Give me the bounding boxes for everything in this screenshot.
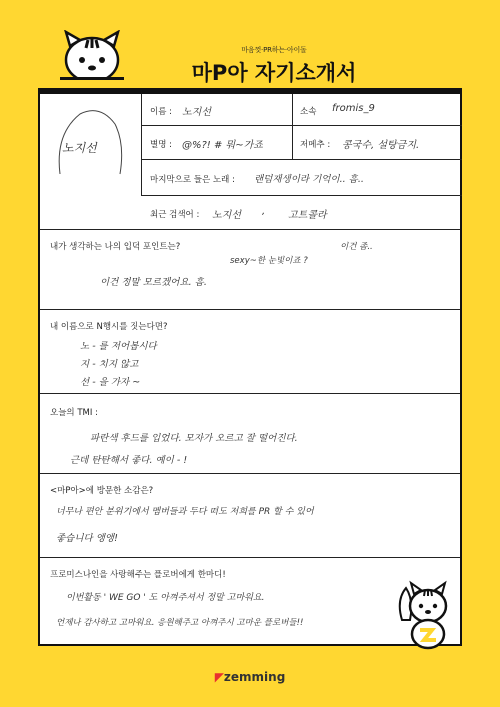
- search-label: 최근 검색어 :: [150, 210, 200, 220]
- tmi-line-2: 근데 탄탄해서 좋다. 예이 - !: [70, 455, 188, 466]
- lastsong-label: 마지막으로 들은 노래 :: [150, 175, 235, 185]
- profile-sheet: [38, 92, 462, 646]
- fans-question: 프로미스나인을 사랑해주는 플로버에게 한마디!: [50, 570, 226, 580]
- visit-line-2: 좋습니다 앵앵!: [56, 533, 118, 544]
- footer-logo-text: zemming: [223, 670, 286, 684]
- row-nickname: [142, 126, 462, 160]
- name-label: 이름 :: [150, 107, 172, 117]
- name-value: 노지선: [182, 107, 211, 118]
- section-tmi: [40, 394, 460, 474]
- tagline-label: 저메추 :: [300, 140, 331, 150]
- section-point: [40, 230, 460, 310]
- row-name: [142, 94, 462, 126]
- tmi-question: 오늘의 TMI :: [50, 408, 98, 418]
- agency-value: fromis_9: [332, 103, 375, 114]
- fans-line-2: 언제나 감사하고 고마워요. 응원해주고 아껴주시 고마운 플로버들!!: [56, 618, 304, 628]
- divider-name: [292, 94, 293, 126]
- visit-question: <마P아>에 방문한 소감은?: [50, 486, 154, 496]
- title-block: [184, 45, 364, 87]
- row-search: [40, 196, 460, 230]
- point-note-side: 이건 좀..: [340, 242, 373, 252]
- search-value-1: 노지선: [212, 210, 241, 221]
- header: [0, 0, 500, 92]
- tagline-value: 콩국수, 설탕금지.: [342, 140, 420, 151]
- visit-line-1: 너무나 편안 분위기에서 멤버들과 두다 떠도 저희를 PR 할 수 있어: [56, 507, 314, 517]
- row-lastsong: [142, 160, 462, 196]
- section-acrostic: [40, 310, 460, 394]
- acrostic-line-3: 선 - 을 가자 ~: [80, 377, 141, 388]
- section-visit: [40, 474, 460, 558]
- search-separator: ,: [262, 206, 266, 217]
- page-title: [184, 57, 364, 87]
- profile-photo: [40, 94, 142, 196]
- divider-nickname: [292, 126, 293, 160]
- title-text: 자기소개서: [254, 61, 357, 85]
- nickname-value: @%?! # 뭐~가죠: [182, 140, 263, 151]
- brand-name: 마P아: [191, 61, 248, 85]
- acrostic-question: 내 이름으로 N행시를 짓는다면?: [50, 322, 168, 332]
- fans-line-1: 이번활동 ' WE GO ' 도 아껴주셔서 정말 고마워요.: [66, 593, 265, 603]
- search-value-2: 고트콜라: [288, 210, 327, 221]
- squirrel-mascot-icon: [60, 30, 124, 80]
- acrostic-line-2: 지 - 치지 않고: [80, 359, 139, 370]
- acrostic-line-1: 노 - 를 저어봅시다: [80, 341, 157, 352]
- point-question: 내가 생각하는 나의 입덕 포인트는?: [50, 242, 181, 252]
- footer-logo-accent-icon: ◤: [214, 670, 224, 684]
- agency-label: 소속: [300, 107, 317, 117]
- lastsong-value: 랜덤재생이라 기억이.. 흠..: [254, 174, 364, 185]
- tmi-line-1: 파란색 후드를 입었다. 모자가 오르고 잘 떨어진다.: [90, 433, 298, 444]
- profile-photo-name: 노지선: [62, 141, 97, 155]
- nickname-label: 별명 :: [150, 140, 172, 150]
- title-subtitle: 마음껏·PR하는·아이돌: [241, 46, 307, 54]
- point-answer: 이건 정말 모르겠어요. 흠.: [100, 277, 207, 288]
- squirrel-mascot-bottom-icon: [396, 580, 456, 650]
- point-note-top: sexy~한 눈빛이죠 ?: [230, 256, 308, 266]
- footer-logo: [0, 670, 500, 684]
